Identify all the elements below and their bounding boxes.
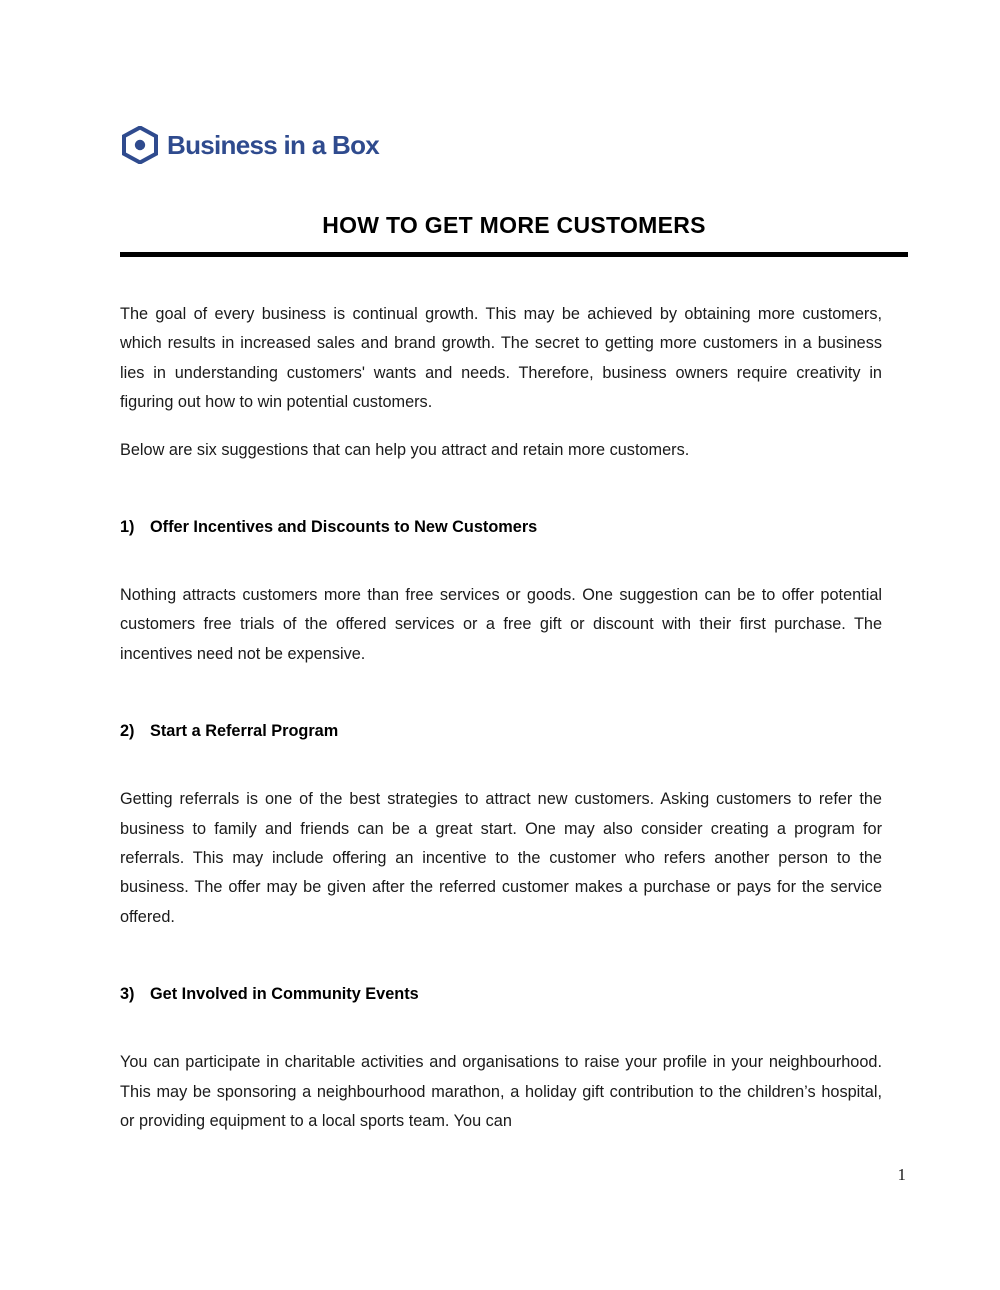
section-title-3: Get Involved in Community Events — [150, 985, 419, 1004]
section-heading-2 — [120, 719, 882, 743]
spacer — [120, 539, 882, 581]
section-number-2: 2) — [120, 722, 135, 741]
hexagon-logo-icon — [122, 126, 158, 164]
brand-wordmark: Business in a Box — [167, 130, 380, 160]
spacer — [120, 669, 882, 719]
spacer — [120, 418, 882, 436]
section-title-2: Start a Referral Program — [150, 722, 339, 741]
section-body-2: Getting referrals is one of the best strategies to attract new customers. Asking customers to refer the business to family and friends can be a great start. One may also consider creating a program for referrals. This may include offering an incentive to the customer who refers another person to the business. The offer may be given after the referred customer makes a purchase or pays for the service offered. — [120, 790, 882, 926]
section-heading-1 — [120, 515, 882, 539]
brand-logo — [122, 126, 379, 164]
section-body-3: You can participate in charitable activities and organisations to raise your profile in your neighbourhood. This may be sponsoring a neighbourhood marathon, a holiday gift contribution to the children’s hospital, or providing equipment to a local sports team. You can — [120, 1053, 882, 1131]
section-body-1: Nothing attracts customers more than free services or goods. One suggestion can be to offer potential customers free trials of the offered services or a free gift or discount with their first purchase. The incentives need not be expensive. — [120, 586, 882, 663]
spacer — [120, 1006, 882, 1048]
intro-paragraph-2: Below are six suggestions that can help you attract and retain more customers. — [120, 440, 690, 459]
spacer — [120, 743, 882, 785]
section-heading-3 — [120, 982, 882, 1006]
page-title: HOW TO GET MORE CUSTOMERS — [322, 212, 706, 238]
spacer — [120, 932, 882, 982]
title-divider — [120, 252, 908, 257]
page-number: 1 — [897, 1165, 906, 1184]
spacer — [120, 465, 882, 515]
document-body — [120, 300, 882, 1137]
section-number-3: 3) — [120, 985, 135, 1004]
section-number-1: 1) — [120, 518, 135, 537]
section-title-1: Offer Incentives and Discounts to New Customers — [150, 518, 538, 537]
intro-paragraph-1: The goal of every business is continual growth. This may be achieved by obtaining more customers, which results in increased sales and brand growth. The secret to getting more customers in a business lies in understanding customers' wants and needs. Therefore, business owners require creativity in figuring out how to win potential customers. — [120, 305, 882, 412]
